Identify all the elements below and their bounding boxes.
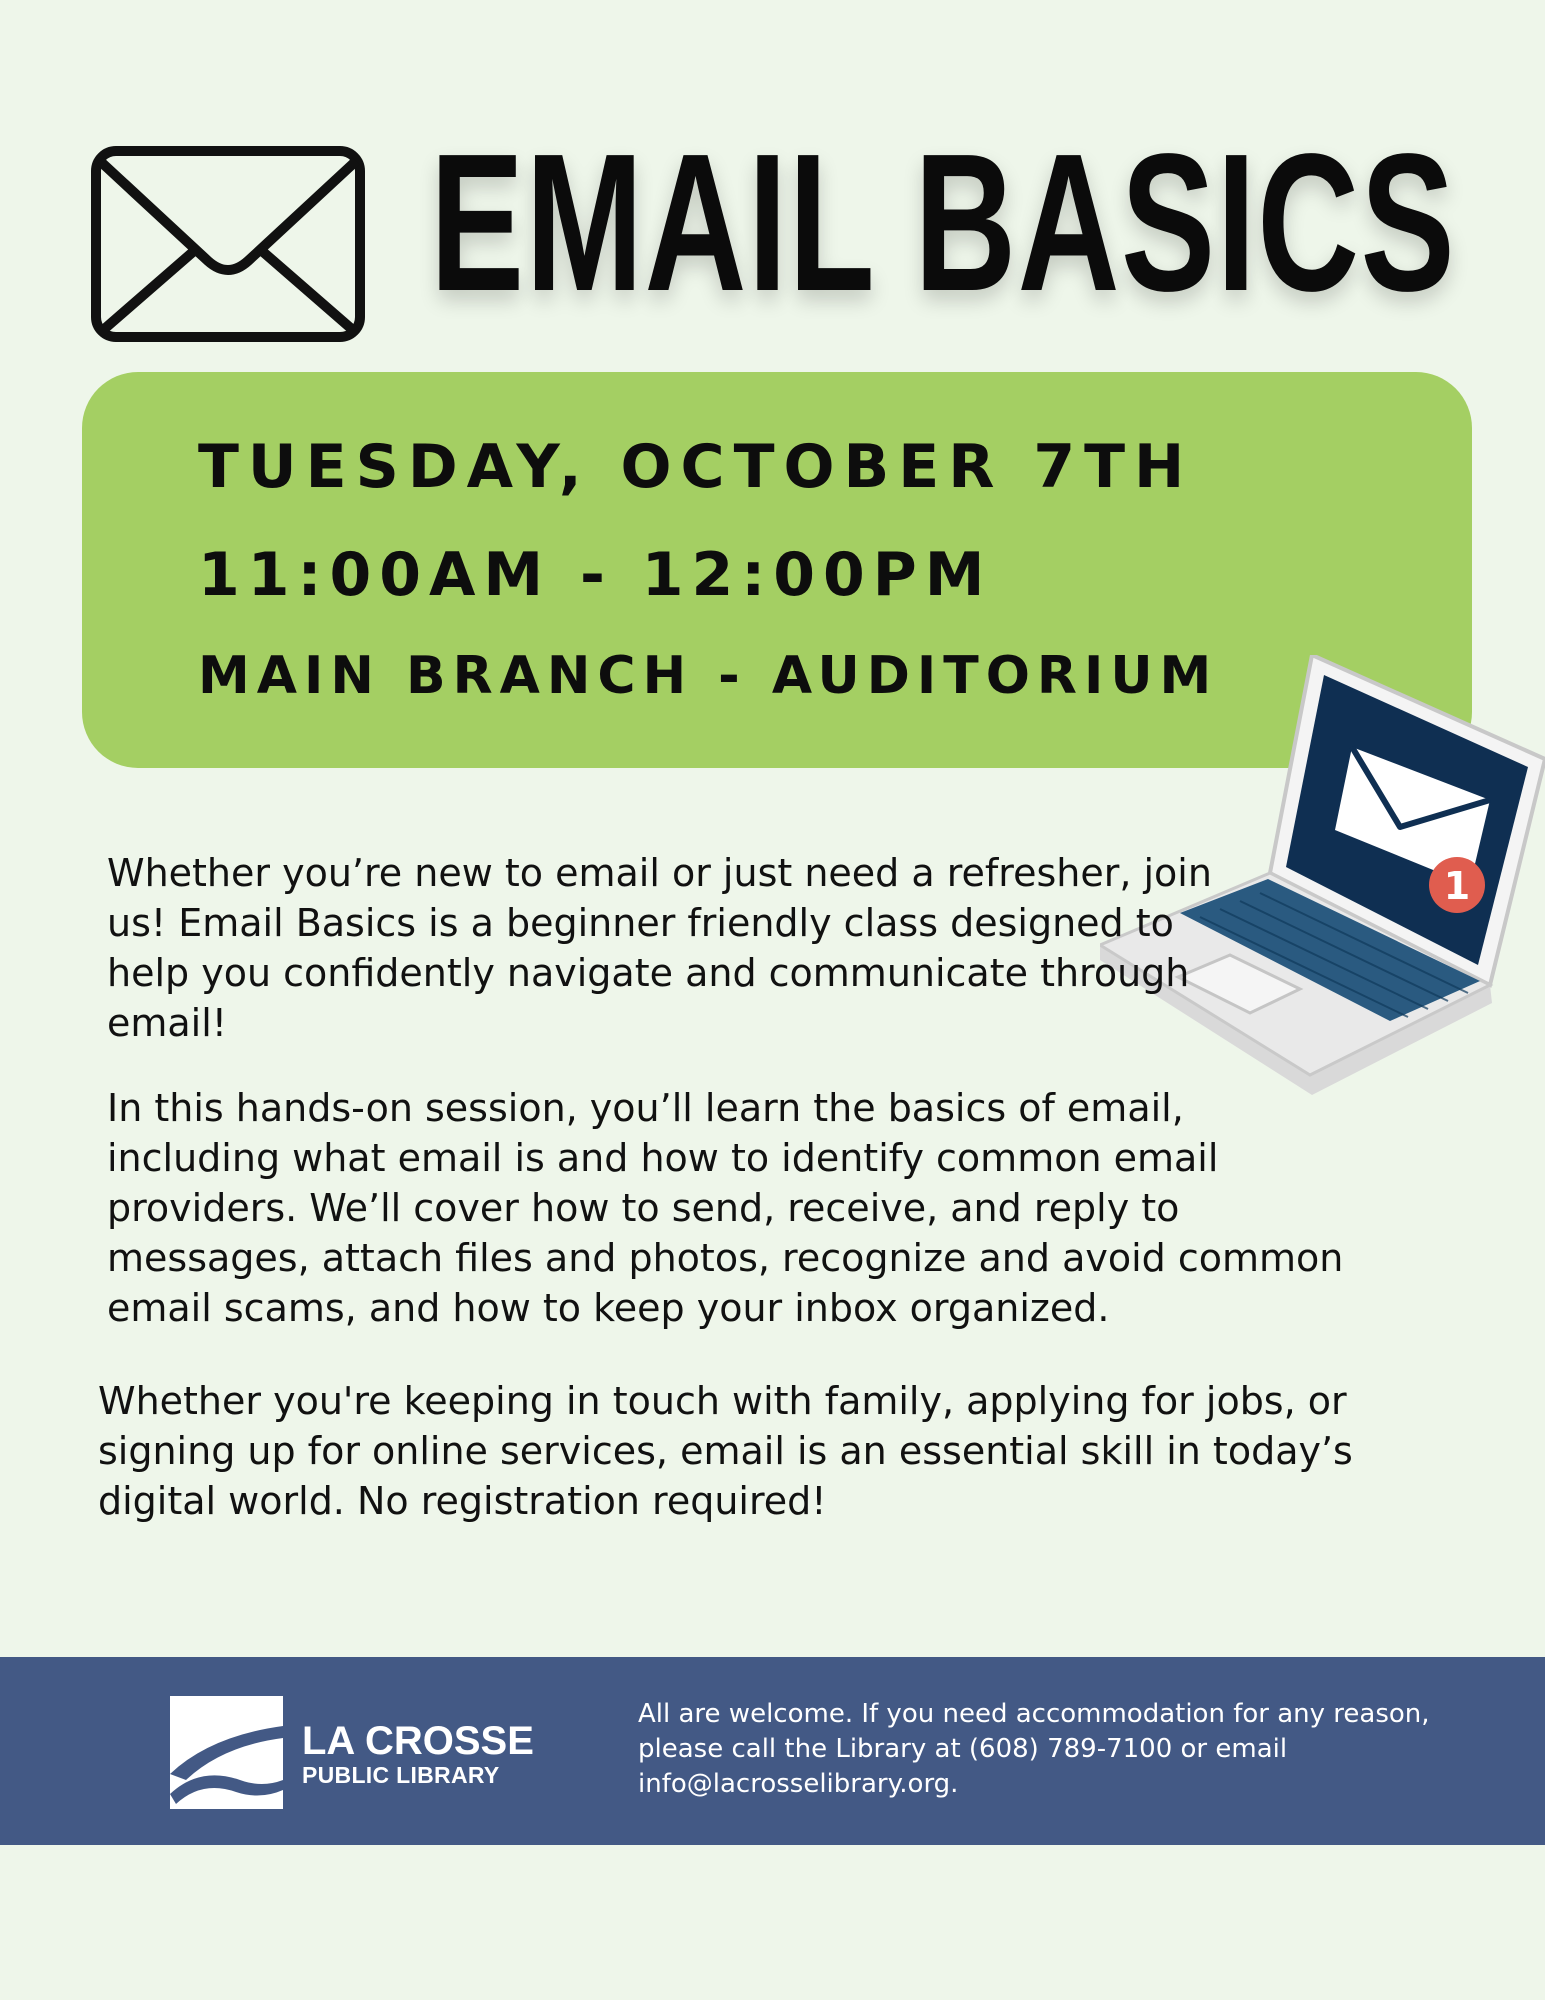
- intro-paragraph: Whether you’re new to email or just need a refresher, join us! Email Basics is a beginner friendly class designed to help you confidently navigate and communicate through email!: [107, 851, 1212, 1045]
- library-subtitle: PUBLIC LIBRARY: [302, 1762, 500, 1788]
- library-name: LA CROSSE: [302, 1719, 534, 1763]
- event-date: TUESDAY, OCTOBER 7TH: [198, 432, 1194, 502]
- session-details-paragraph: In this hands-on session, you’ll learn the basics of email, including what email is and how to identify common email providers. We’ll cover how to send, receive, and reply to messages, attach files and photos, recognize and avoid common email scams, and how to keep your inbox organized.: [107, 1086, 1344, 1330]
- svg-text:1: 1: [1443, 864, 1471, 908]
- closing-paragraph: Whether you're keeping in touch with family, applying for jobs, or signing up for online services, email is an essential skill in today’s digital world. No registration required!: [98, 1379, 1353, 1523]
- event-location: MAIN BRANCH - AUDITORIUM: [198, 646, 1219, 706]
- library-logo-icon: [170, 1696, 283, 1809]
- footer-bar: [0, 1657, 1545, 1845]
- accommodation-note: All are welcome. If you need accommodation for any reason, please call the Library at (608) 789-7100 or email info@lacrosselibrary.org.: [638, 1699, 1430, 1799]
- page-title: EMAIL BASICS: [430, 113, 1457, 332]
- notification-badge: [1429, 857, 1485, 913]
- event-time: 11:00AM - 12:00PM: [198, 540, 993, 610]
- envelope-icon: [90, 145, 366, 343]
